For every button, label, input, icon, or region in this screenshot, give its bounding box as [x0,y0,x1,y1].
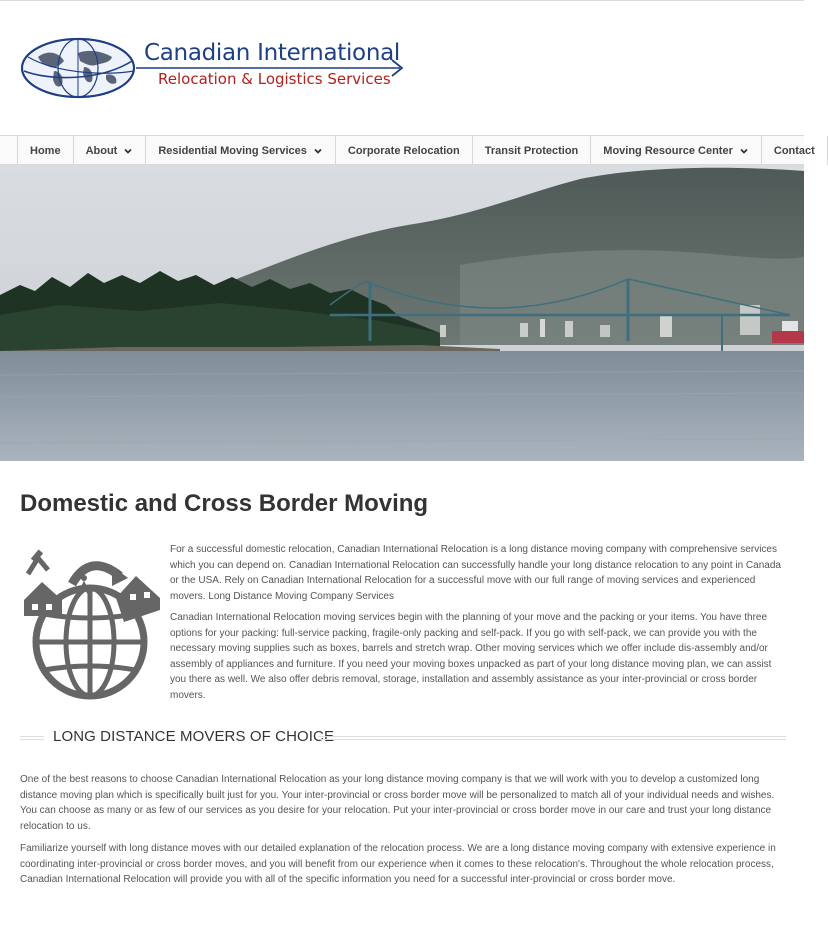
section-heading [20,728,786,748]
hero-banner-image [0,165,804,461]
globe-moving-icon [20,548,164,700]
body-paragraph-2: Familiarize yourself with long distance moves with our detailed explanation of the relocation process. We are a long distance moving company with extensive experience in coordinating inter-provincial or cross border moves, and you will benefit from our experience when it comes to these relocation's. Throughout the whole relocation process, Canadian International Relocation will provide you with all of the specific information you need for a successful inter-provincial or cross border move. [20,843,776,885]
nav-item-home[interactable] [18,136,74,165]
nav-item-transit-protection[interactable] [473,136,592,165]
heading-divider-left [20,736,44,740]
nav-item-contact[interactable] [762,136,828,165]
nav-item-residential-moving[interactable] [146,136,336,165]
nav-item-about[interactable] [74,136,147,165]
intro-paragraph-1: For a successful domestic relocation, Canadian International Relocation is a long distance moving company with comprehensive services which you can depend on. Canadian International Relocation can successfully handle your long distance relocation to any point in Canada or the USA. Rely on Canadian International Relocation for a successful move with our full range of moving services and experienced movers. Long Distance Moving Company Services [170,544,781,602]
chevron-down-icon [313,146,323,156]
logo-subtitle: Relocation & Logistics Services [158,70,391,88]
section-heading-text: LONG DISTANCE MOVERS OF CHOICE [53,728,335,745]
page-title: Domestic and Cross Border Moving [20,490,429,517]
nav-item-label: Moving Resource Center [603,144,733,157]
logo-title: Canadian International [144,40,400,66]
nav-item-corporate-relocation[interactable] [336,136,473,165]
chevron-down-icon [739,146,749,156]
nav-item-label: Contact [773,144,815,157]
intro-paragraph-2: Canadian International Relocation moving services begin with the planning of your move and the packing or your items. You have three options for your packing: full-service packing, fragile-only packing and self-pack. If you go with self-pack, we can provide you with the necessary moving supplies such as boxes, barrels and stretch wrap. Other moving services which we offer include dis-assembly and/or assembly of appliances and furniture. If you need your moving boxes unpacked as part of your long distance moving plan, we can assist you there as well. We also offer debris removal, storage, installation and assembly assistance as your inter-provincial or cross border movers. [170,612,772,701]
body-text [20,772,788,895]
nav-menu [17,136,828,165]
site-header [0,0,804,135]
nav-item-label: Corporate Relocation [347,144,460,157]
heading-divider-right [318,736,786,740]
nav-item-label: Residential Moving Services [158,144,307,157]
body-paragraph-1: One of the best reasons to choose Canadian International Relocation as your long distance moving company is that we will work with you to develop a customized long distance moving plan which is specifically built just for you. Your inter-provincial or cross border move will be personalized to match all of your individual needs and wishes. You can choose as many or as few of our services as you desire for your relocation. Put your inter-provincial or cross border move in our care and trust your long distance relocation to us. [20,774,775,832]
chevron-down-icon [123,146,133,156]
site-logo[interactable] [20,35,410,101]
main-nav [0,135,815,165]
nav-item-moving-resource-center[interactable] [591,136,762,165]
nav-item-label: About [85,144,118,157]
harbour-bridge-scene [0,165,804,461]
nav-item-label: Transit Protection [484,144,579,157]
nav-item-label: Home [30,144,61,157]
intro-text [170,542,788,709]
